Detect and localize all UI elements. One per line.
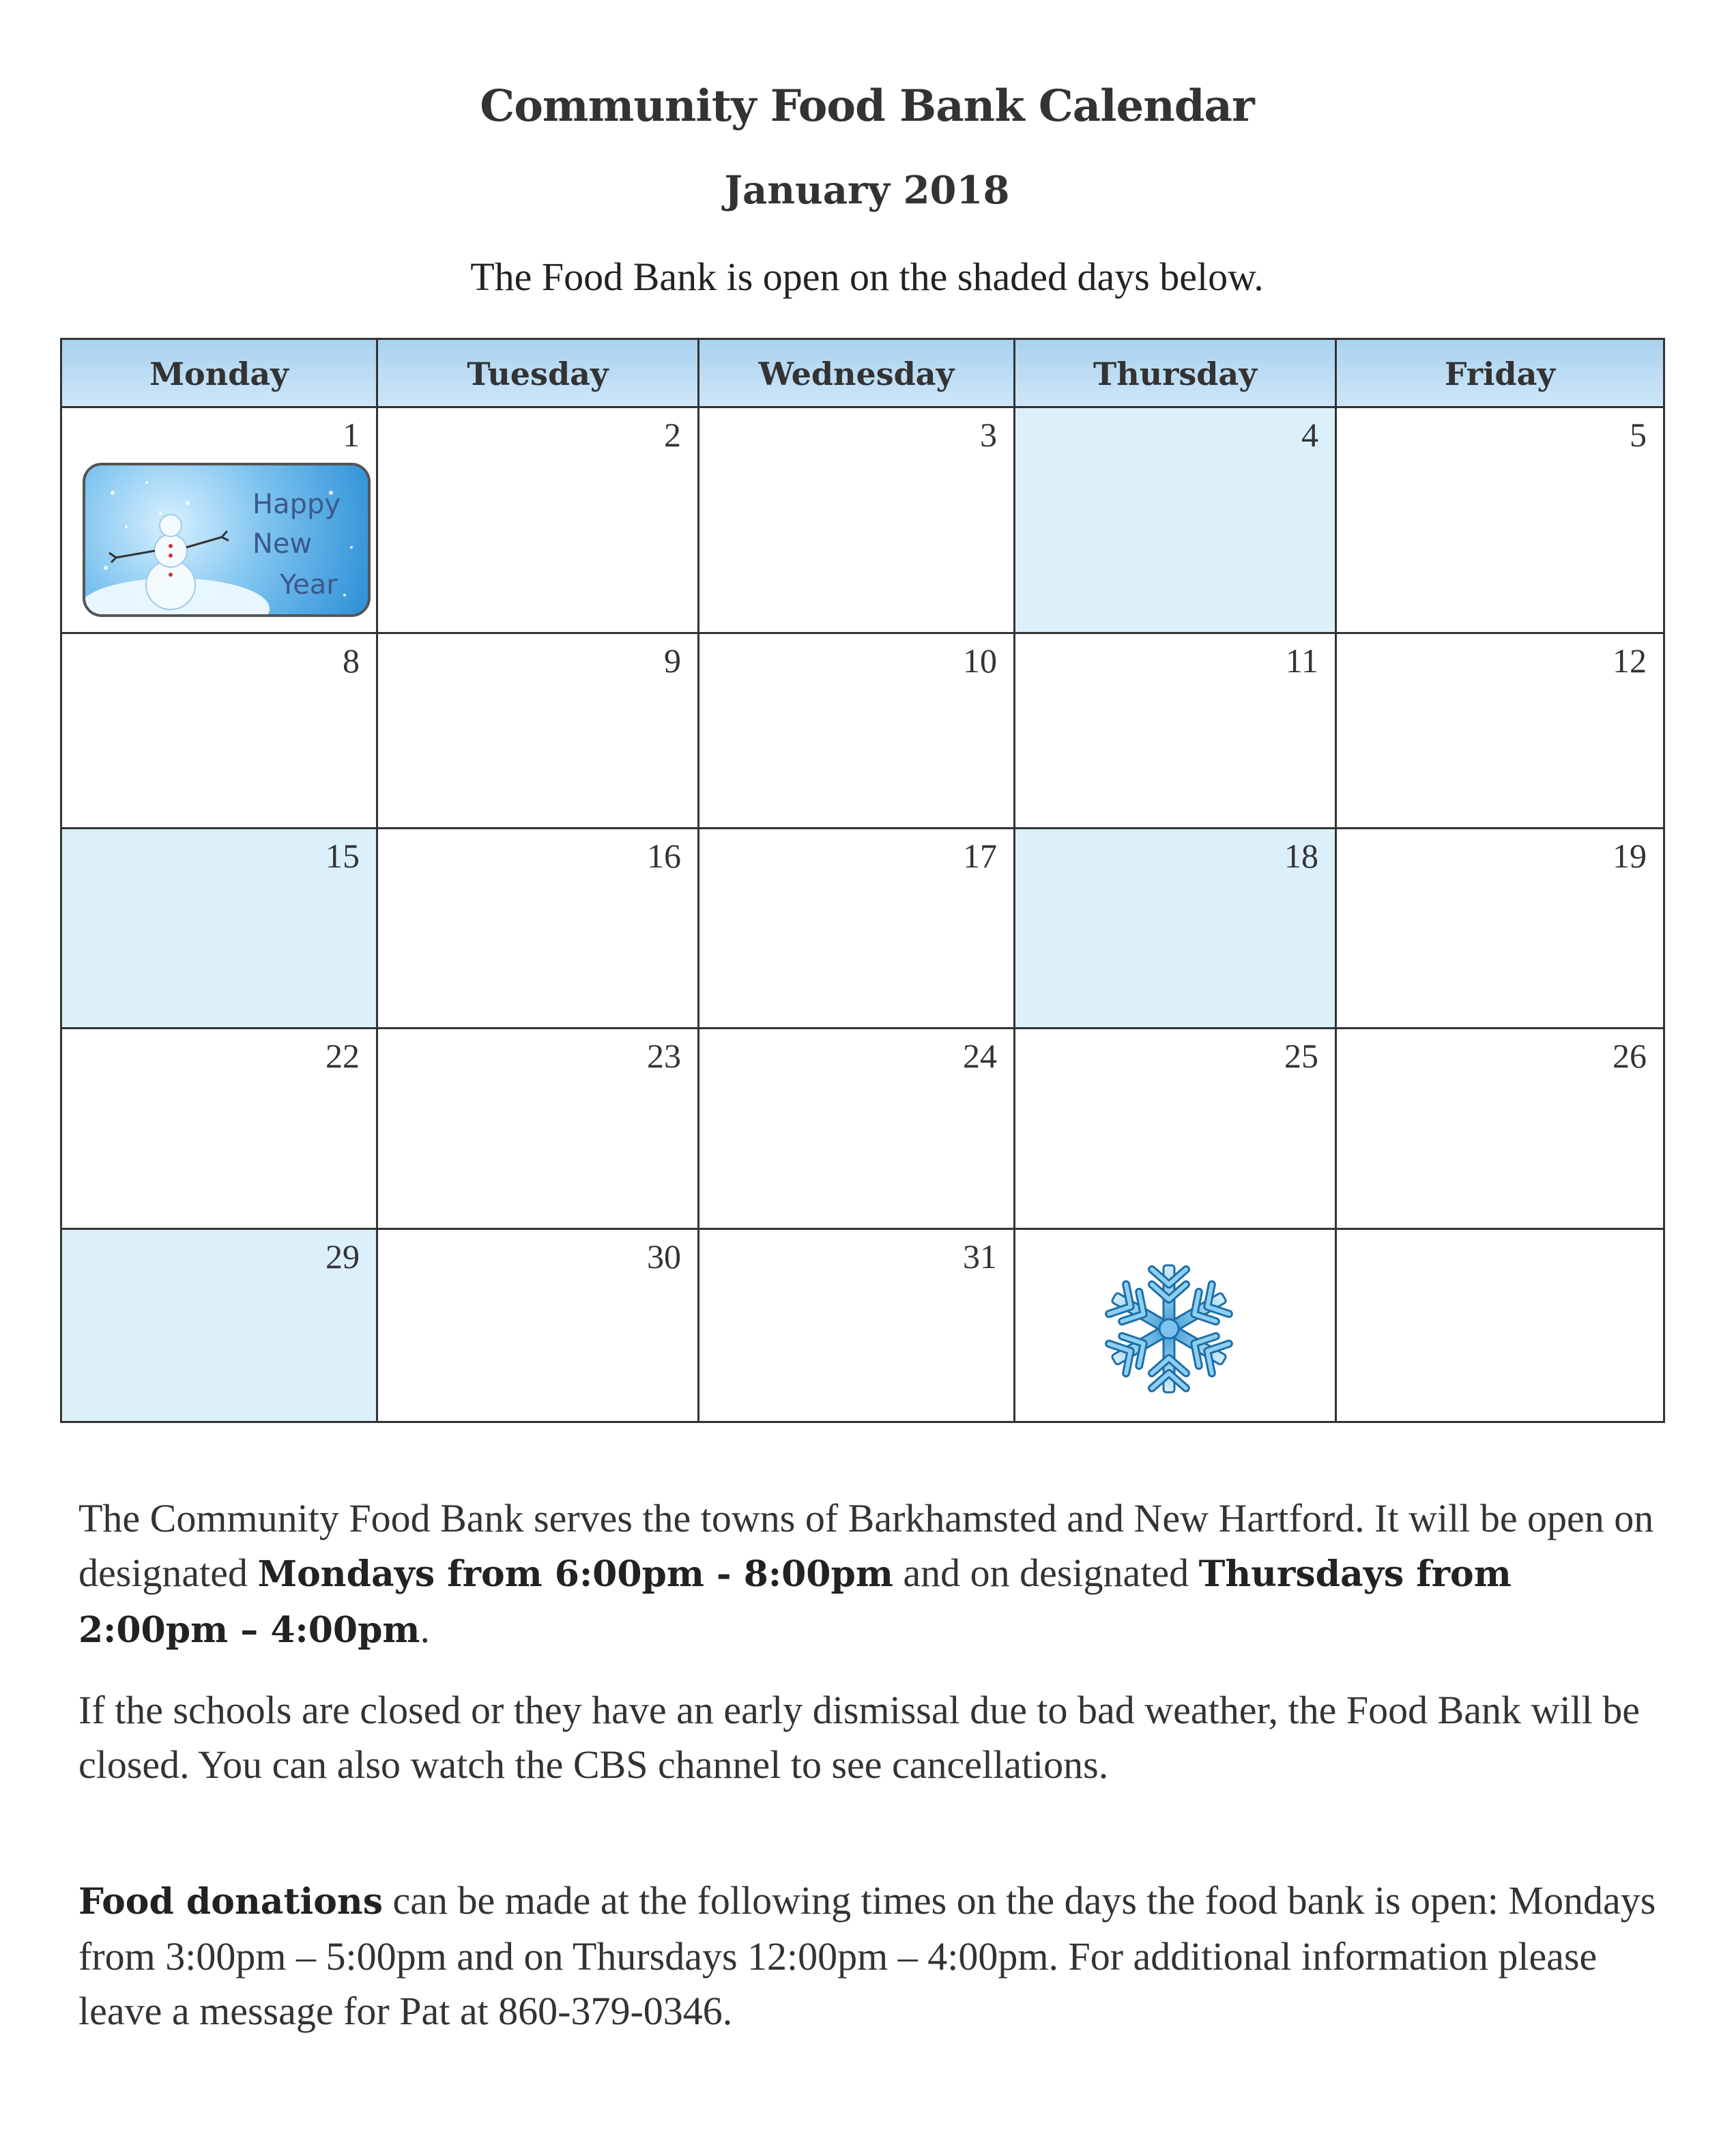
day-header-friday: Friday	[1337, 340, 1663, 408]
donations-label: Food donations	[78, 1881, 383, 1923]
calendar-day-22	[62, 1029, 378, 1230]
hours-text-2: and on designated	[893, 1551, 1199, 1595]
calendar-day-26	[1337, 1029, 1663, 1230]
day-number: 18	[1284, 837, 1318, 875]
snowflake-icon	[1097, 1257, 1241, 1403]
day-number: 4	[1301, 416, 1318, 454]
intro-text: The Food Bank is open on the shaded days below.	[470, 255, 1264, 299]
day-number: 9	[664, 642, 681, 680]
day-number: 5	[1630, 416, 1647, 454]
day-header-tuesday: Tuesday	[378, 340, 699, 408]
calendar-day-24	[699, 1029, 1015, 1230]
day-number: 25	[1284, 1037, 1318, 1075]
day-number: 10	[963, 642, 997, 680]
month-subtitle: January 2018	[724, 168, 1010, 213]
day-number: 19	[1613, 837, 1647, 875]
calendar-day-29	[62, 1230, 378, 1421]
page-title: Community Food Bank Calendar	[480, 81, 1254, 132]
day-number: 12	[1613, 642, 1647, 680]
day-number: 30	[647, 1237, 681, 1276]
calendar-day-25	[1015, 1029, 1337, 1230]
calendar-day-17	[699, 829, 1015, 1029]
day-number: 15	[326, 837, 360, 875]
calendar-day-9	[378, 634, 699, 829]
donations-text: can be made at the following times on the days the food bank is open: Mondays from 3:00pm – 5:00pm and on Thursdays 12:00pm – 4:00pm. For additional information please leave a message for Pat at 860-379-0346.	[78, 1878, 1656, 2033]
info-paragraph-donations	[78, 1873, 1662, 2039]
day-number: 23	[647, 1037, 681, 1075]
day-number: 8	[343, 642, 360, 680]
day-number: 3	[980, 416, 997, 454]
day-number: 24	[963, 1037, 997, 1075]
day-header-thursday: Thursday	[1015, 340, 1337, 408]
calendar-day-5	[1337, 408, 1663, 634]
day-header-wednesday: Wednesday	[699, 340, 1015, 408]
calendar-day-empty	[1015, 1230, 1337, 1421]
day-number: 16	[647, 837, 681, 875]
calendar-grid	[60, 338, 1665, 1423]
calendar-day-8	[62, 634, 378, 829]
svg-text:Happy: Happy	[252, 489, 341, 520]
calendar-day-19	[1337, 829, 1663, 1029]
calendar-day-3	[699, 408, 1015, 634]
day-number: 31	[963, 1237, 997, 1276]
monday-hours: Mondays from 6:00pm - 8:00pm	[257, 1553, 893, 1595]
day-number: 1	[343, 416, 360, 454]
calendar-day-11	[1015, 634, 1337, 829]
calendar-day-empty	[1337, 1230, 1663, 1421]
calendar-day-31	[699, 1230, 1015, 1421]
calendar-day-16	[378, 829, 699, 1029]
thursday-hours: Thursdays from 2:00pm – 4:00pm	[78, 1553, 1512, 1651]
calendar-day-12	[1337, 634, 1663, 829]
day-number: 17	[963, 837, 997, 875]
calendar-day-30	[378, 1230, 699, 1421]
calendar-day-2	[378, 408, 699, 634]
calendar-day-1	[62, 408, 378, 634]
day-header-monday: Monday	[62, 340, 378, 408]
happy-new-year-image	[83, 463, 371, 617]
day-number: 2	[664, 416, 681, 454]
snowman-icon	[85, 465, 368, 614]
calendar-day-15	[62, 829, 378, 1029]
calendar-day-10	[699, 634, 1015, 829]
info-paragraph-weather: If the schools are closed or they have an early dismissal due to bad weather, the Food Bank will be closed. You can also watch the CBS channel to see cancellations.	[78, 1688, 1641, 1787]
hours-text-1: The Community Food Bank serves the towns of Barkhamsted and New Hartford. It will be open on designated	[78, 1496, 1654, 1595]
day-number: 22	[326, 1037, 360, 1075]
hours-text-3: .	[420, 1607, 430, 1651]
calendar-day-4	[1015, 408, 1337, 634]
svg-text:Year: Year	[280, 569, 338, 601]
info-paragraph-hours	[78, 1491, 1662, 1658]
day-number: 11	[1285, 642, 1318, 680]
calendar-day-23	[378, 1029, 699, 1230]
day-number: 26	[1613, 1037, 1647, 1075]
calendar-day-18	[1015, 829, 1337, 1029]
svg-text:New: New	[252, 528, 313, 560]
day-number: 29	[326, 1237, 360, 1276]
